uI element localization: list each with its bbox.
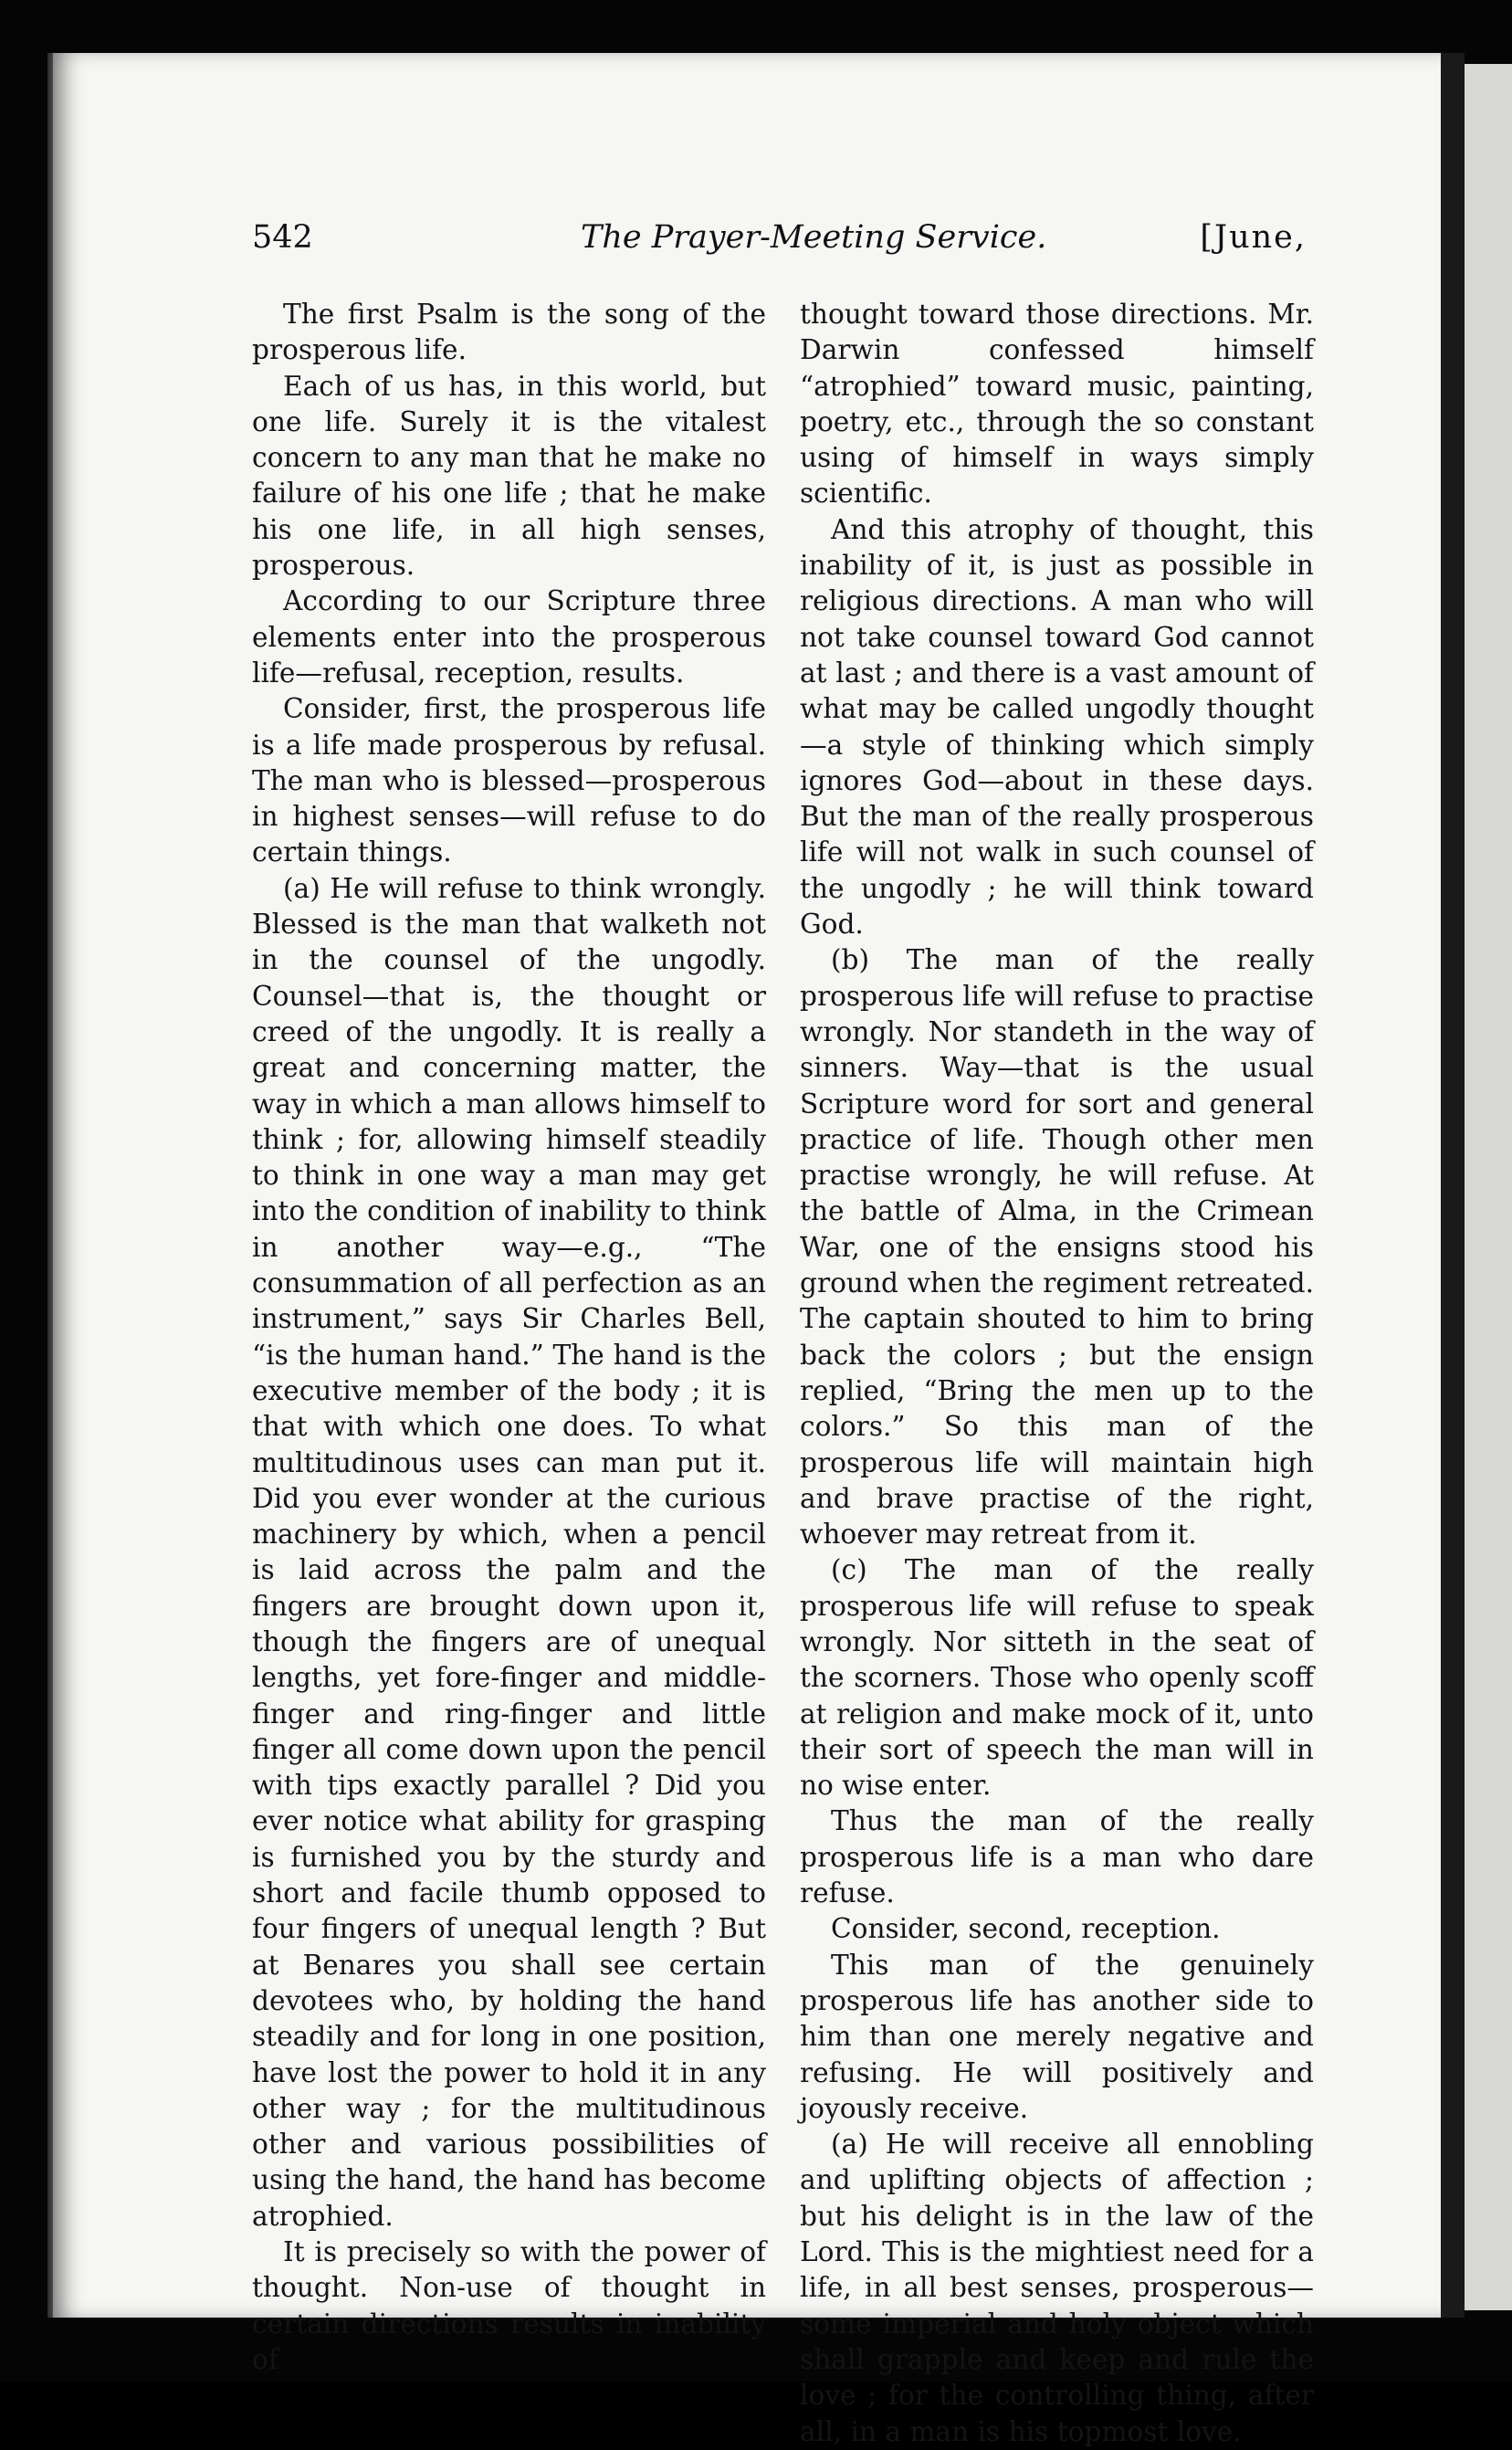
paragraph: Each of us has, in this world, but one life. Surely it is the vitalest concern to any man that he make no failure of his one life ; that he make his one life, in all high senses, prosperous. bbox=[252, 370, 766, 582]
page-number: 542 bbox=[252, 219, 313, 256]
running-month: [June, bbox=[1200, 219, 1307, 256]
paragraph: And this atrophy of thought, this inability of it, is just as possible in religious directions. A man who will not take counsel toward God cannot at last ; and there is a vast amount of what may be called ungodly thought—a style of thinking which simply ignores God—about in these days. But the man of the really prosperous life will not walk in such counsel of the ungodly ; he will think toward God. bbox=[800, 513, 1314, 941]
paragraph: Consider, first, the prosperous life is a life made prosperous by refusal. The man who is blessed—prosperous in highest senses—will refuse to do certain things. bbox=[252, 693, 766, 868]
paragraph: It is precisely so with the power of thought. Non-use of thought in certain directions results in inability of bbox=[252, 2236, 766, 2375]
paragraph: The first Psalm is the song of the prosperous life. bbox=[252, 299, 766, 366]
paragraph: (c) The man of the really prosperous life will refuse to speak wrongly. Nor sitteth in the seat of the scorners. Those who openly scoff at religion and make mock of it, unto their sort of speech the man will in no wise enter. bbox=[800, 1554, 1314, 1802]
paragraph: According to our Scripture three elements enter into the prosperous life—refusal, reception, results. bbox=[252, 585, 766, 689]
paragraph: (a) He will receive all ennobling and uplifting objects of affection ; but his delight is in the law of the Lord. This is the mightiest need for a life, in all best senses, prosperous—some imperial and holy object which shall grapple and keep and rule the love ; for the controlling thing, after all, in a man is his topmost love. bbox=[800, 2129, 1314, 2447]
paragraph: Thus the man of the really prosperous life is a man who dare refuse. bbox=[800, 1805, 1314, 1909]
page-edge-shadow bbox=[1441, 53, 1465, 2318]
right-column bbox=[800, 297, 1314, 2450]
running-header bbox=[252, 219, 1307, 265]
left-column bbox=[252, 297, 766, 2378]
paragraph: (b) The man of the really prosperous life will refuse to practise wrongly. Nor standeth in the way of sinners. Way—that is the usual Scripture word for sort and general practice of life. Though other men practise wrongly, he will refuse. At the battle of Alma, in the Crimean War, one of the ensigns stood his ground when the regiment retreated. The captain shouted to him to bring back the colors ; but the ensign replied, “Bring the men up to the colors.” So this man of the prosperous life will maintain high and brave practise of the right, whoever may retreat from it. bbox=[800, 944, 1314, 1551]
running-title: The Prayer-Meeting Service. bbox=[581, 219, 1047, 256]
paragraph: This man of the genuinely prosperous life has another side to him than one merely negative and refusing. He will positively and joyously receive. bbox=[800, 1949, 1314, 2124]
paragraph: Consider, second, reception. bbox=[831, 1913, 1221, 1945]
facing-page-edge bbox=[1465, 64, 1512, 2310]
paragraph-continued: thought toward those directions. Mr. Darwin confessed himself “atrophied” toward music, painting, poetry, etc., through the so constant using of himself in ways simply scientific. bbox=[800, 299, 1314, 510]
paragraph: (a) He will refuse to think wrongly. Blessed is the man that walketh not in the counsel of the ungodly. Counsel—that is, the thought or creed of the ungodly. It is really a great and concerning matter, the way in which a man allows himself to think ; for, allowing himself steadily to think in one way a man may get into the condition of inability to think in another way—e.g., “The consummation of all perfection as an instrument,” says Sir Charles Bell, “is the human hand.” The hand is the executive member of the body ; it is that with which one does. To what multitudinous uses can man put it. Did you ever wonder at the curious machinery by which, when a pencil is laid across the palm and the fingers are brought down upon it, though the fingers are of unequal lengths, yet fore-finger and middle-finger and ring-finger and little finger all come down upon the pencil with tips exactly parallel ? Did you ever notice what ability for grasping is furnished you by the sturdy and short and facile thumb opposed to four fingers of unequal length ? But at Benares you shall see certain devotees who, by holding the hand steadily and for long in one position, have lost the power to hold it in any other way ; for the multitudinous other and various possibilities of using the hand, the hand has become atrophied. bbox=[252, 872, 766, 2232]
